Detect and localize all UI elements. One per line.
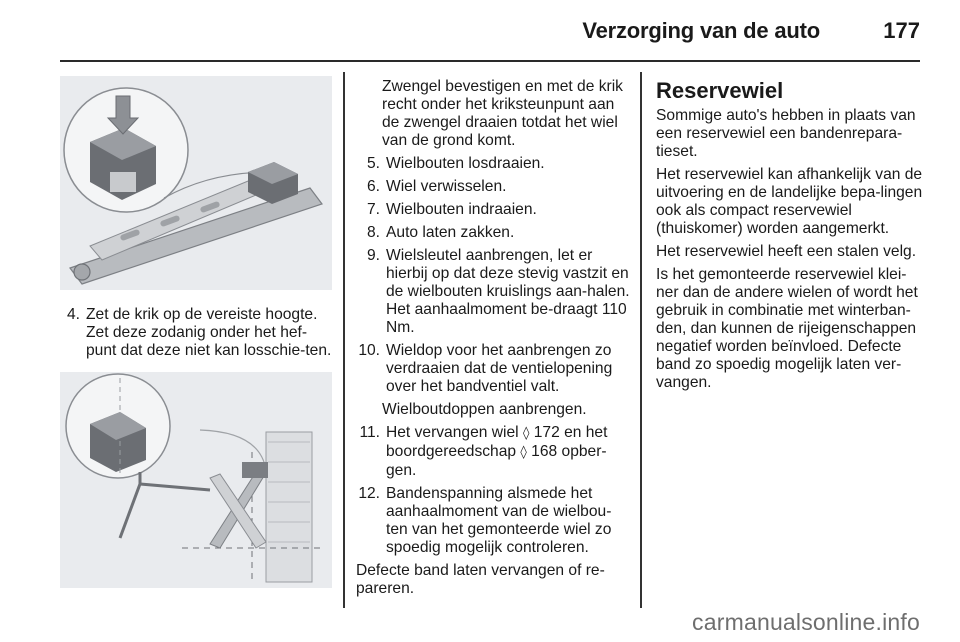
jack-positioning-illustration (60, 372, 332, 588)
section-heading: Reservewiel (656, 78, 784, 103)
paragraph: Het reservewiel heeft een stalen velg. (656, 243, 917, 260)
step-10: 10. Wieldop voor het aanbrengen zo verdraaien dat de ventielopening over het bandventiel valt. (358, 342, 613, 395)
step-4-continued: Zwengel bevestigen en met de krik recht onder het kriksteunpunt aan de zwengel draaien totdat het wiel van de grond komt. (382, 78, 623, 149)
column-middle (352, 78, 632, 598)
step-9: 9. Wielsleutel aanbrengen, let er hierbij op dat deze stevig vastzit en de wielbouten kruislings aan-halen. Het aanhaalmoment be-draagt 110 Nm. (366, 247, 630, 336)
page-header (0, 0, 960, 62)
page-number: 177 (883, 18, 920, 43)
step-12: 12. Bandenspanning alsmede het aanhaalmoment van de wielbou-ten van het gemonteerde wiel zo spoedig mogelijk controleren. (358, 485, 612, 556)
step-10-extra: Wielboutdoppen aanbrengen. (382, 401, 587, 418)
column-divider (640, 72, 642, 608)
column-divider (343, 72, 345, 608)
section-title: Verzorging van de auto (582, 18, 820, 43)
step-7: 7. Wielbouten indraaien. (366, 201, 537, 218)
step-5: 5. Wielbouten losdraaien. (366, 155, 545, 172)
step-4: 4. Zet de krik op de vereiste hoogte. Zet deze zodanig onder het hef-punt dat deze niet kan losschie-ten. (66, 306, 332, 359)
closing-note: Defecte band laten vervangen of re-pareren. (356, 562, 605, 597)
step-8: 8. Auto laten zakken. (366, 224, 515, 241)
step-11: 11. Het vervangen wiel ◊ 172 en het boordgereedschap ◊ 168 opber-gen. (359, 424, 608, 479)
paragraph: Is het gemonteerde reservewiel klei-ner dan de andere wielen of wordt het gebruik in combinatie met winterban-den, dan kunnen de rijeigenschappen negatief worden beïnvloed. Defecte band zo spoedig mogelijk laten ver-vangen. (656, 266, 918, 391)
watermark: carmanualsonline.info (692, 609, 920, 635)
jack-illustration-svg (60, 76, 332, 290)
page-ref-icon: ◊ (520, 445, 527, 460)
paragraph: Sommige auto's hebben in plaats van een reservewiel een bandenrepara-tieset. (656, 107, 916, 160)
step-6: 6. Wiel verwisselen. (366, 178, 507, 195)
paragraph: Het reservewiel kan afhankelijk van de uitvoering en de landelijke bepa-lingen ook als compact reservewiel (thuiskomer) worden aangemerkt. (656, 166, 923, 237)
page-ref-icon: ◊ (522, 426, 530, 441)
header-rule (60, 60, 920, 62)
jack-closeup-illustration (60, 76, 332, 290)
jack-position-svg (60, 372, 332, 588)
column-left (60, 72, 332, 588)
column-right (656, 78, 924, 397)
